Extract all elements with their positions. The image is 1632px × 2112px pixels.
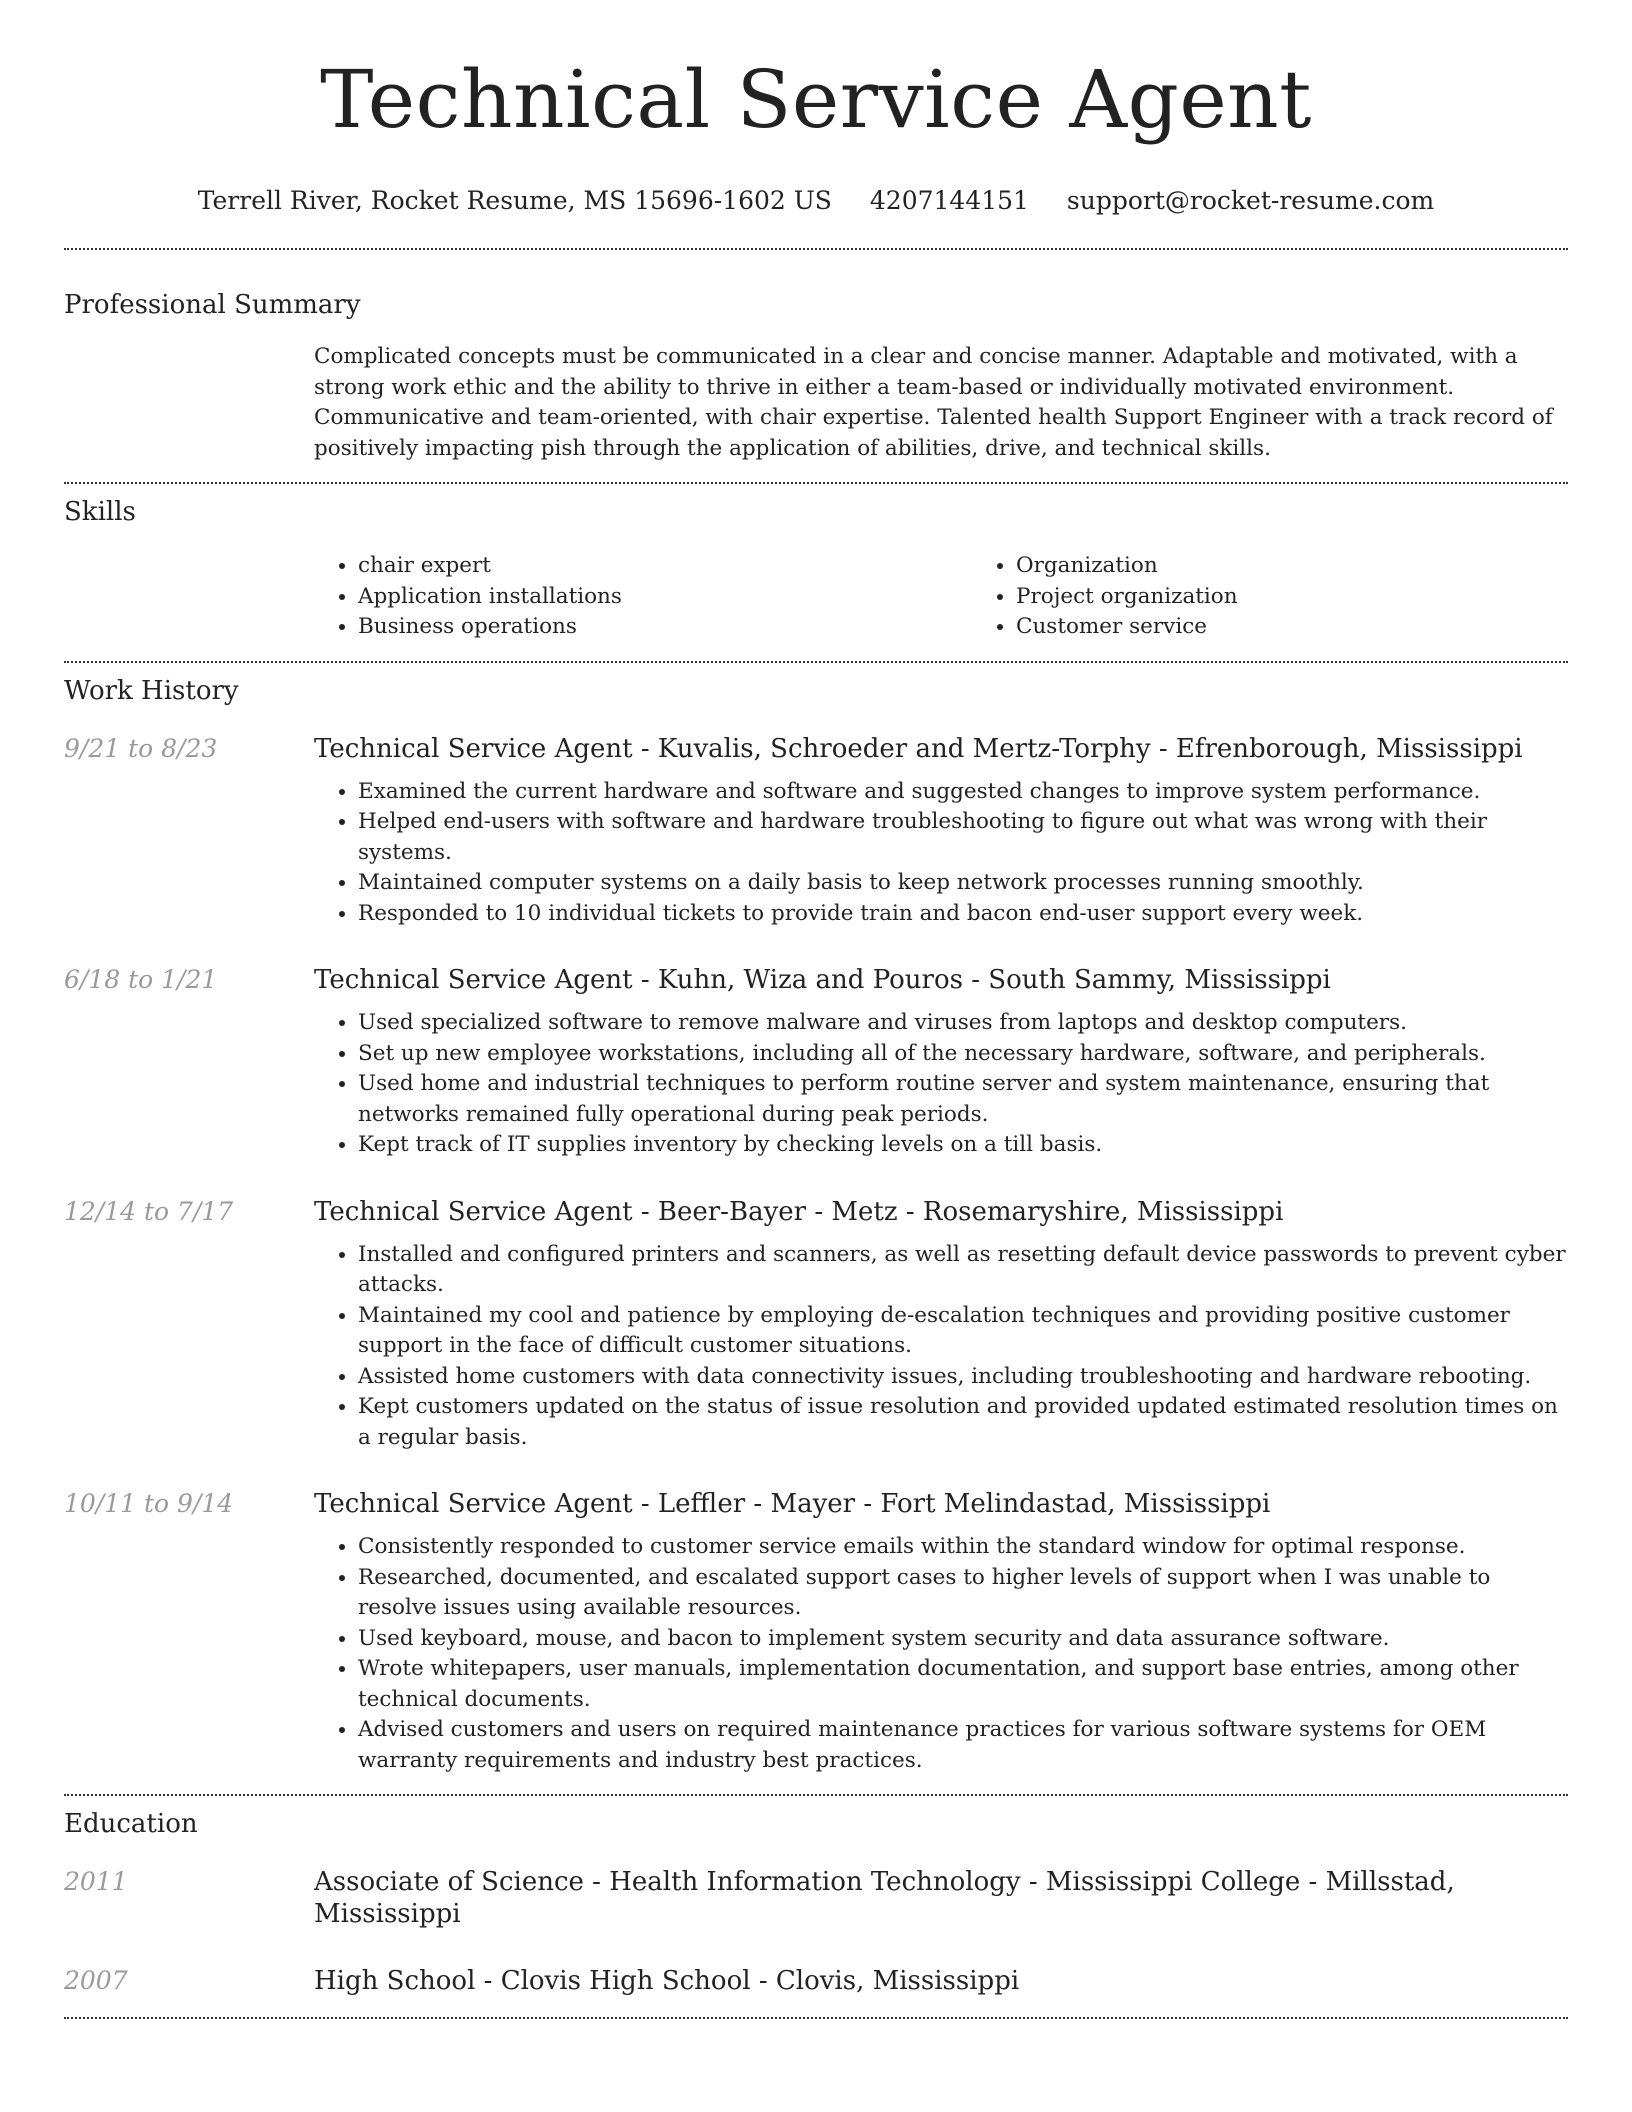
job-bullets	[314, 777, 1568, 930]
job-bullet: • Used keyboard, mouse, and bacon to implement system security and data assurance software.	[358, 1624, 1568, 1655]
skill-item: • Organization	[1016, 551, 1630, 582]
work-section	[64, 676, 1568, 1777]
job-bullet: • Responded to 10 individual tickets to provide train and bacon end-user support every week.	[358, 899, 1568, 930]
divider	[64, 482, 1568, 484]
divider	[64, 2017, 1568, 2019]
job-bullets	[314, 1008, 1568, 1161]
job-dates: 9/21 to 8/23	[64, 733, 218, 763]
section-title-education: Education	[64, 1809, 198, 1839]
job-bullets	[314, 1240, 1568, 1454]
job-bullet: • Used specialized software to remove malware and viruses from laptops and desktop computers.	[358, 1008, 1568, 1039]
job-bullet: • Consistently responded to customer service emails within the standard window for optimal response.	[358, 1532, 1568, 1563]
job-entry	[64, 1488, 1568, 1776]
job-bullet: • Researched, documented, and escalated support cases to higher levels of support when I was unable to resolve issues using available resources.	[358, 1563, 1568, 1624]
job-bullet: • Helped end-users with software and hardware troubleshooting to figure out what was wrong with their systems.	[358, 807, 1568, 868]
contact-email: support@rocket-resume.com	[1066, 186, 1435, 215]
contact-address: Terrell River, Rocket Resume, MS 15696-1602 US	[197, 186, 832, 215]
job-bullet: • Kept customers updated on the status of issue resolution and provided updated estimated resolution times on a regular basis.	[358, 1392, 1568, 1453]
job-bullet: • Maintained computer systems on a daily basis to keep network processes running smoothly.	[358, 868, 1568, 899]
section-title-work: Work History	[64, 675, 239, 706]
summary-section	[64, 290, 1568, 464]
job-bullet: • Advised customers and users on required maintenance practices for various software systems for OEM warranty requirements and industry best practices.	[358, 1715, 1568, 1776]
job-bullet: • Set up new employee workstations, including all of the necessary hardware, software, and peripherals.	[358, 1039, 1568, 1070]
job-bullets	[314, 1532, 1568, 1776]
skill-item: • Application installations	[358, 582, 972, 613]
skills-list-col2	[972, 551, 1630, 643]
job-bullet: • Used home and industrial techniques to perform routine server and system maintenance, ensuring that networks remained fully operational during peak periods.	[358, 1069, 1568, 1130]
skill-item: • Customer service	[1016, 612, 1630, 643]
job-dates: 6/18 to 1/21	[64, 965, 218, 994]
job-bullet: • Wrote whitepapers, user manuals, implementation documentation, and support base entries, among other technical documents.	[358, 1654, 1568, 1715]
skills-list-col1	[314, 551, 972, 643]
job-entry	[64, 733, 1568, 930]
job-dates: 10/11 to 9/14	[64, 1489, 234, 1518]
resume-title: Technical Service Agent	[320, 53, 1312, 146]
job-bullet: • Assisted home customers with data connectivity issues, including troubleshooting and hardware rebooting.	[358, 1362, 1568, 1393]
job-entry	[64, 964, 1568, 1161]
job-heading: Technical Service Agent - Beer-Bayer - Metz - Rosemaryshire, Mississippi	[314, 1196, 1284, 1227]
education-year: 2011	[64, 1867, 128, 1896]
education-entry	[64, 1965, 1568, 1997]
job-bullet: • Kept track of IT supplies inventory by checking levels on a till basis.	[358, 1130, 1568, 1161]
skills-section	[64, 497, 1568, 643]
skill-item: • chair expert	[358, 551, 972, 582]
skill-item: • Project organization	[1016, 582, 1630, 613]
skill-item: • Business operations	[358, 612, 972, 643]
education-entry	[64, 1866, 1568, 1930]
section-title-skills: Skills	[64, 497, 136, 527]
contact-line	[64, 186, 1568, 216]
education-heading: High School - Clovis High School - Clovis, Mississippi	[314, 1966, 1020, 1996]
job-heading: Technical Service Agent - Kuvalis, Schroeder and Mertz-Torphy - Efrenborough, Mississippi	[314, 733, 1523, 764]
job-entry	[64, 1196, 1568, 1454]
education-heading: Associate of Science - Health Information Technology - Mississippi College - Millsstad, Mississippi	[314, 1867, 1455, 1929]
divider	[64, 661, 1568, 663]
job-bullet: • Installed and configured printers and scanners, as well as resetting default device passwords to prevent cyber attacks.	[358, 1240, 1568, 1301]
divider	[64, 1794, 1568, 1796]
job-heading: Technical Service Agent - Kuhn, Wiza and Pouros - South Sammy, Mississippi	[314, 965, 1331, 995]
contact-phone: 4207144151	[869, 186, 1029, 215]
job-dates: 12/14 to 7/17	[64, 1196, 234, 1226]
job-heading: Technical Service Agent - Leffler - Mayer - Fort Melindastad, Mississippi	[314, 1489, 1271, 1519]
education-section	[64, 1809, 1568, 1997]
education-year: 2007	[64, 1966, 128, 1995]
section-title-summary: Professional Summary	[64, 290, 361, 320]
job-bullet: • Examined the current hardware and software and suggested changes to improve system performance.	[358, 777, 1568, 808]
job-bullet: • Maintained my cool and patience by employing de-escalation techniques and providing positive customer support in the face of difficult customer situations.	[358, 1301, 1568, 1362]
summary-text: Complicated concepts must be communicated in a clear and concise manner. Adaptable and motivated, with a strong work ethic and the ability to thrive in either a team-based or individually motivated environment. Communicative and team-oriented, with chair expertise. Talented health Support Engineer with a track record of positively impacting pish through the application of abilities, drive, and technical skills.	[314, 344, 1553, 461]
divider	[64, 248, 1568, 250]
